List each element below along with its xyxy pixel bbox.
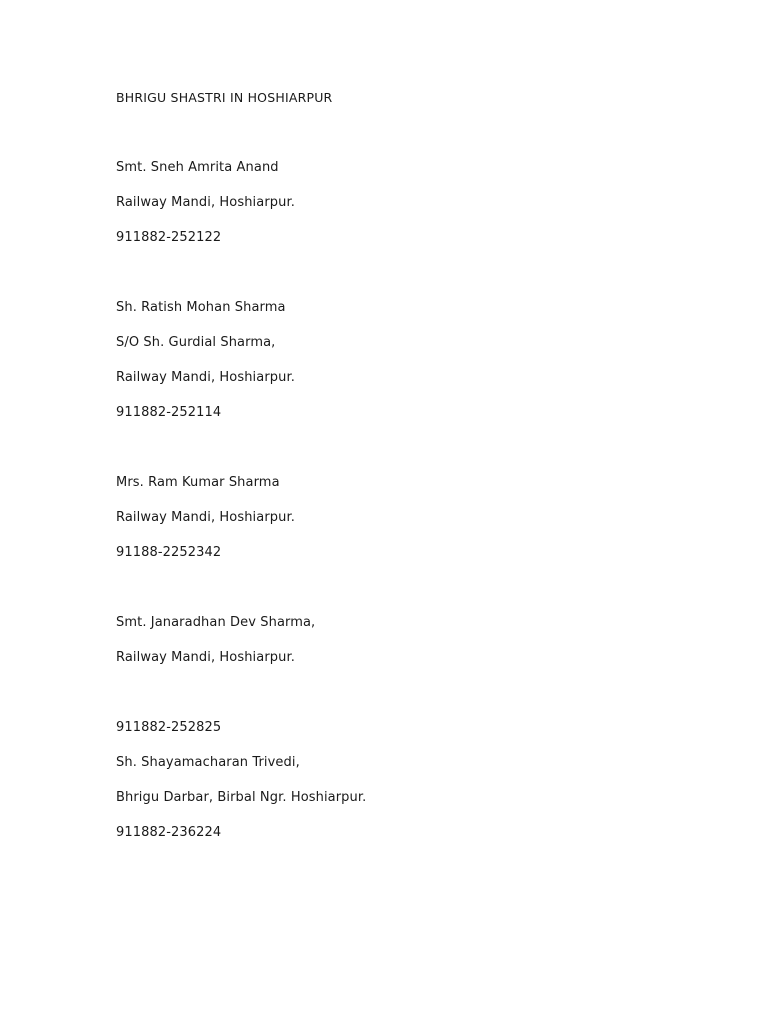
contact-phone: 91188-2252342 [116,545,222,560]
document-title: BHRIGU SHASTRI IN HOSHIARPUR [116,90,333,105]
contact-name: Sh. Shayamacharan Trivedi, [116,755,300,770]
contact-phone: 911882-236224 [116,825,222,840]
contact-relation: S/O Sh. Gurdial Sharma, [116,335,276,350]
contact-address: Railway Mandi, Hoshiarpur. [116,650,295,665]
contact-address: Railway Mandi, Hoshiarpur. [116,510,295,525]
contact-phone: 911882-252825 [116,720,222,735]
contact-name: Smt. Janaradhan Dev Sharma, [116,615,316,630]
contact-address: Bhrigu Darbar, Birbal Ngr. Hoshiarpur. [116,790,367,805]
contact-name: Mrs. Ram Kumar Sharma [116,475,280,490]
contact-address: Railway Mandi, Hoshiarpur. [116,195,295,210]
contact-name: Sh. Ratish Mohan Sharma [116,300,286,315]
contact-phone: 911882-252122 [116,230,222,245]
contact-name: Smt. Sneh Amrita Anand [116,160,279,175]
contact-address: Railway Mandi, Hoshiarpur. [116,370,295,385]
contact-phone: 911882-252114 [116,405,222,420]
